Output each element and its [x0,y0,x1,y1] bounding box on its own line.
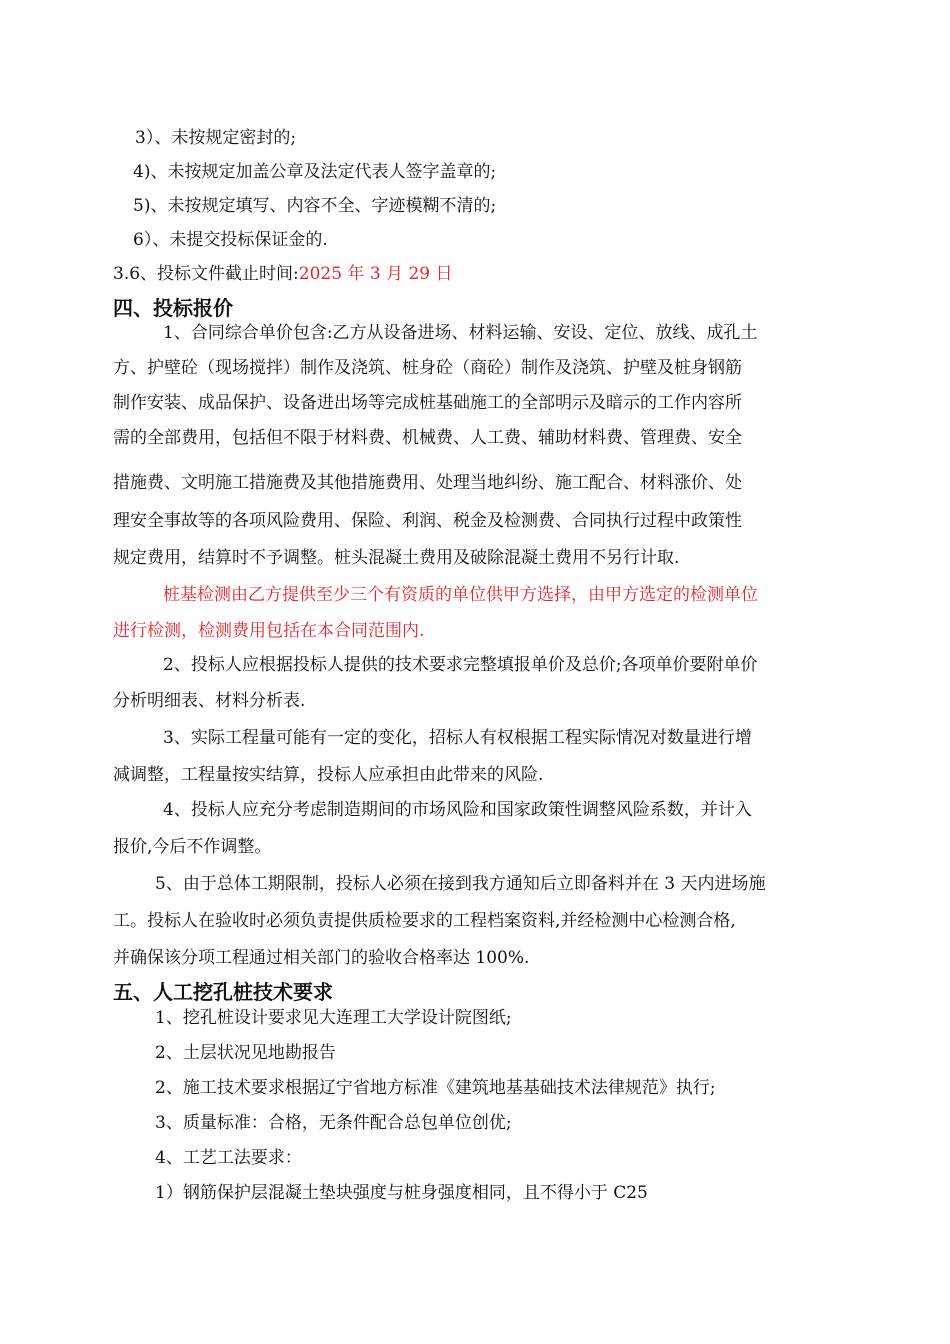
list-item: 1、挖孔桩设计要求见大连理工大学设计院图纸; [155,1008,512,1028]
list-item: 4、工艺工法要求： [155,1148,302,1168]
paragraph-line: 报价,今后不作调整。 [113,837,272,857]
deadline-label: 3.6、投标文件截止时间: [113,264,299,284]
red-note-line: 进行检测，检测费用包括在本合同范围内. [113,621,425,641]
paragraph-line: 需的全部费用，包括但不限于材料费、机械费、人工费、辅助材料费、管理费、安全 [113,428,742,448]
section-heading: 四、投标报价 [113,296,233,320]
paragraph-line: 制作安装、成品保护、设备进出场等完成桩基础施工的全部明示及暗示的工作内容所 [113,393,742,413]
list-item: 3、质量标准：合格，无条件配合总包单位创优; [155,1113,512,1133]
list-item: 2、施工技术要求根据辽宁省地方标准《建筑地基基础技术法律规范》执行; [155,1078,716,1098]
paragraph-line: 5、由于总体工期限制，投标人必须在接到我方通知后立即备料并在 3 天内进场施 [155,874,766,894]
paragraph-line: 工。投标人在验收时必须负责提供质检要求的工程档案资料,并经检测中心检测合格, [113,911,736,931]
paragraph-line: 3、实际工程量可能有一定的变化，招标人有权根据工程实际情况对数量进行增 [163,728,752,748]
section-heading: 五、人工挖孔桩技术要求 [113,980,333,1004]
list-item: 4)、未按规定加盖公章及法定代表人签字盖章的; [133,162,497,182]
red-note-line: 桩基检测由乙方提供至少三个有资质的单位供甲方选择，由甲方选定的检测单位 [163,585,758,605]
paragraph-line: 1、合同综合单价包含:乙方从设备进场、材料运输、安设、定位、放线、成孔土 [163,323,758,343]
paragraph-line: 2、投标人应根据投标人提供的技术要求完整填报单价及总价;各项单价要附单价 [163,655,758,675]
deadline-line [113,261,453,287]
paragraph-line: 方、护壁砼（现场搅拌）制作及浇筑、桩身砼（商砼）制作及浇筑、护壁及桩身钢筋 [113,358,742,378]
list-item: 5)、未按规定填写、内容不全、字迹模糊不清的; [133,196,497,216]
paragraph-line: 措施费、文明施工措施费及其他措施费用、处理当地纠纷、施工配合、材料涨价、处 [113,473,742,493]
paragraph-line: 分析明细表、材料分析表. [113,691,306,711]
paragraph-line: 减调整，工程量按实结算，投标人应承担由此带来的风险. [113,765,544,785]
paragraph-line: 规定费用，结算时不予调整。桩头混凝土费用及破除混凝土费用不另行计取. [113,548,680,568]
list-item: 2、土层状况见地勘报告 [155,1043,336,1063]
list-item: 6）、未提交投标保证金的. [133,230,328,250]
list-item: 1）钢筋保护层混凝土垫块强度与桩身强度相同，且不得小于 C25 [155,1183,648,1203]
paragraph-line: 4、投标人应充分考虑制造期间的市场风险和国家政策性调整风险系数，并计入 [163,800,752,820]
paragraph-line: 并确保该分项工程通过相关部门的验收合格率达 100%. [113,948,530,968]
deadline-date: 2025 年 3 月 29 日 [298,264,453,284]
list-item: 3）、未按规定密封的; [135,128,297,148]
paragraph-line: 理安全事故等的各项风险费用、保险、利润、税金及检测费、合同执行过程中政策性 [113,511,742,531]
